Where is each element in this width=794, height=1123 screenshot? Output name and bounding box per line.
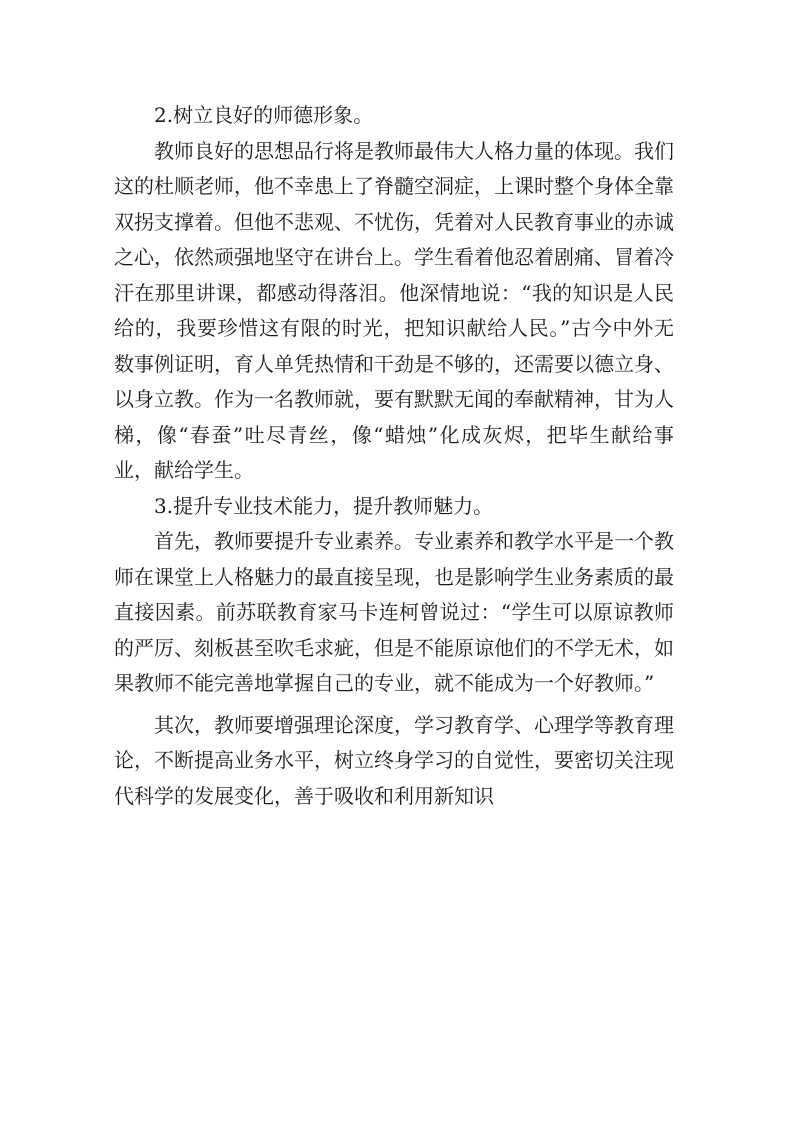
paragraph-theory-depth: 其次，教师要增强理论深度，学习教育学、心理学等教育理论，不断提高业务水平，树立终身学习的自觉性，要密切关注现代科学的发展变化，善于吸收和利用新知识 bbox=[114, 712, 674, 808]
section-heading-professional-skills: 3.提升专业技术能力，提升教师魅力。 bbox=[154, 493, 494, 518]
paragraph-teacher-example: 教师良好的思想品行将是教师最伟大人格力量的体现。我们这的杜顺老师，他不幸患上了脊髓空洞症，上课时整个身体全靠双拐支撑着。但他不悲观、不忧伤，凭着对人民教育事业的赤诚之心，依然顽强地坚守在讲台上。学生看着他忍着剧痛、冒着冷汗在那里讲课，都感动得落泪。他深情地说：“我的知识是人民给的，我要珍惜这有限的时光，把知识献给人民。”古今中外无数事例证明，育人单凭热情和干劲是不够的，还需要以德立身、以身立教。作为一名教师就，要有默默无闻的奉献精神，甘为人梯，像“春蚕”吐尽青丝，像“蜡烛”化成灰烬，把毕生献给事业，献给学生。 bbox=[114, 138, 674, 482]
paragraph-professional-quality: 首先，教师要提升专业素养。专业素养和教学水平是一个教师在课堂上人格魅力的最直接呈现，也是影响学生业务素质的最直接因素。前苏联教育家马卡连柯曾说过：“学生可以原谅教师的严厉、刻板甚至吹毛求疵，但是不能原谅他们的不学无术，如果教师不能完善地掌握自己的专业，就不能成为一个好教师。” bbox=[114, 529, 674, 695]
section-heading-teacher-ethics: 2.树立良好的师德形象。 bbox=[154, 103, 374, 127]
document-body bbox=[114, 98, 674, 814]
